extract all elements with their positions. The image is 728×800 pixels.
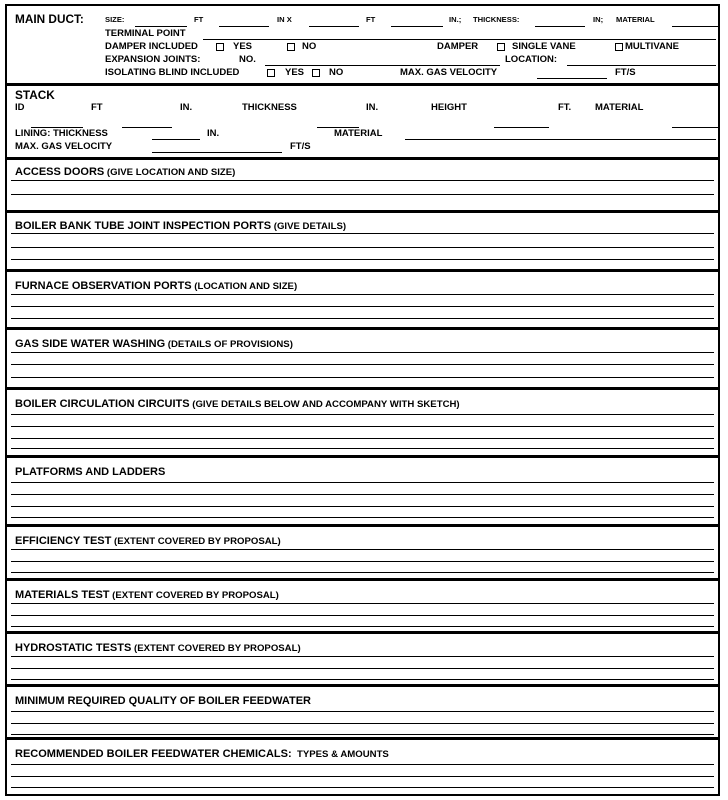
thickness-field[interactable] [535,26,585,27]
blind-no-label: NO [329,67,344,78]
blind-yes-checkbox[interactable] [267,69,275,77]
answer-line[interactable] [11,517,714,518]
answer-line[interactable] [11,723,714,724]
answer-line[interactable] [11,306,714,307]
answer-line[interactable] [11,448,714,449]
size-in-field[interactable] [219,26,269,27]
materials-test-section [7,581,718,634]
access-doors-title: ACCESS DOORS (GIVE LOCATION AND SIZE) [15,166,236,178]
materials-test-title: MATERIALS TEST (EXTENT COVERED BY PROPOSAL) [15,589,279,601]
stack-max-gas-velocity-unit: FT/S [290,141,311,152]
answer-line[interactable] [11,352,714,353]
damper-yes-label: YES [233,41,253,52]
stack-in2-label: IN. [366,102,379,113]
damper-no-label: NO [302,41,317,52]
lining-material-label: MATERIAL [334,128,383,139]
stack-material-field[interactable] [672,127,718,128]
damper-label: DAMPER [437,41,479,52]
max-gas-velocity-label: MAX. GAS VELOCITY [400,67,498,78]
in-label: IN.; [449,15,462,24]
answer-line[interactable] [11,194,714,195]
material-label: MATERIAL [616,15,655,24]
expansion-joints-field[interactable] [265,65,500,66]
terminal-point-field[interactable] [203,39,716,40]
answer-line[interactable] [11,711,714,712]
answer-line[interactable] [11,679,714,680]
answer-line[interactable] [11,233,714,234]
furnace-observation-title: FURNACE OBSERVATION PORTS (LOCATION AND SIZE) [15,280,298,292]
inspection-ports-title: BOILER BANK TUBE JOINT INSPECTION PORTS (GIVE DETAILS) [15,220,347,232]
platforms-ladders-section [7,458,718,527]
answer-line[interactable] [11,426,714,427]
thickness-in-label: IN; [593,15,604,24]
size-ft-field[interactable] [135,26,187,27]
water-washing-title: GAS SIDE WATER WASHING (DETAILS OF PROVISIONS) [15,338,293,350]
answer-line[interactable] [11,318,714,319]
stack-max-gas-velocity-field[interactable] [152,152,282,153]
lining-material-field[interactable] [405,139,716,140]
stack-ft-field[interactable] [122,127,172,128]
circulation-circuits-section [7,390,718,458]
damper-no-checkbox[interactable] [287,43,295,51]
efficiency-test-title: EFFICIENCY TEST (EXTENT COVERED BY PROPOSAL) [15,535,281,547]
location-label: LOCATION: [505,54,558,65]
main-duct-section [7,6,718,86]
circulation-circuits-title: BOILER CIRCULATION CIRCUITS (GIVE DETAILS BELOW AND ACCOMPANY WITH SKETCH) [15,398,460,410]
expansion-no-label: NO. [239,54,256,65]
inspection-ports-section [7,213,718,272]
terminal-point-label: TERMINAL POINT [105,28,186,39]
answer-line[interactable] [11,259,714,260]
answer-line[interactable] [11,364,714,365]
answer-line[interactable] [11,668,714,669]
expansion-joints-label: EXPANSION JOINTS: [105,54,201,65]
stack-ft2-label: FT. [558,102,572,113]
feedwater-chemicals-section [7,740,718,794]
location-field[interactable] [567,65,716,66]
stack-title: STACK [15,88,55,102]
stack-section [7,86,718,160]
boiler-specification-form [5,4,720,796]
answer-line[interactable] [11,787,714,788]
platforms-ladders-title: PLATFORMS AND LADDERS [15,466,166,478]
lining-in-label: IN. [207,128,220,139]
stack-material-label: MATERIAL [595,102,644,113]
hydrostatic-tests-title: HYDROSTATIC TESTS (EXTENT COVERED BY PROPOSAL) [15,642,301,654]
answer-line[interactable] [11,180,714,181]
multivane-checkbox[interactable] [615,43,623,51]
thickness-label: THICKNESS: [473,15,520,24]
in-x-label: IN X [277,15,292,24]
stack-height-field[interactable] [494,127,549,128]
stack-ft-label: FT [91,102,103,113]
stack-height-label: HEIGHT [431,102,467,113]
ft-label: FT [194,15,204,24]
blind-no-checkbox[interactable] [312,69,320,77]
stack-in-label: IN. [180,102,193,113]
access-doors-section [7,160,718,213]
single-vane-label: SINGLE VANE [512,41,576,52]
answer-line[interactable] [11,294,714,295]
hydrostatic-tests-section [7,634,718,687]
answer-line[interactable] [11,482,714,483]
material-field[interactable] [672,26,718,27]
damper-included-label: DAMPER INCLUDED [105,41,198,52]
answer-line[interactable] [11,572,714,573]
efficiency-test-section [7,527,718,581]
answer-line[interactable] [11,734,714,735]
answer-line[interactable] [11,626,714,627]
answer-line[interactable] [11,377,714,378]
max-gas-velocity-field[interactable] [537,78,607,79]
max-gas-velocity-unit: FT/S [615,67,636,78]
stack-thickness-label: THICKNESS [242,102,297,113]
feedwater-quality-title: MINIMUM REQUIRED QUALITY OF BOILER FEEDWATER [15,695,311,707]
lining-thickness-label: LINING: THICKNESS [15,128,108,139]
blind-yes-label: YES [285,67,305,78]
size-label: SIZE: [105,15,125,24]
feedwater-chemicals-title: RECOMMENDED BOILER FEEDWATER CHEMICALS: TYPES & AMOUNTS [15,748,389,760]
answer-line[interactable] [11,494,714,495]
size-ft2-field[interactable] [309,26,359,27]
single-vane-checkbox[interactable] [497,43,505,51]
answer-line[interactable] [11,603,714,604]
answer-line[interactable] [11,414,714,415]
stack-max-gas-velocity-label: MAX. GAS VELOCITY [15,141,113,152]
feedwater-quality-section [7,687,718,740]
answer-line[interactable] [11,438,714,439]
answer-line[interactable] [11,656,714,657]
answer-line[interactable] [11,561,714,562]
ft2-label: FT [366,15,376,24]
size-in2-field[interactable] [391,26,443,27]
furnace-observation-section [7,272,718,330]
answer-line[interactable] [11,506,714,507]
isolating-blind-label: ISOLATING BLIND INCLUDED [105,67,240,78]
answer-line[interactable] [11,764,714,765]
lining-thickness-field[interactable] [152,139,200,140]
answer-line[interactable] [11,247,714,248]
answer-line[interactable] [11,615,714,616]
main-duct-title: MAIN DUCT: [15,12,84,26]
damper-yes-checkbox[interactable] [216,43,224,51]
answer-line[interactable] [11,776,714,777]
answer-line[interactable] [11,549,714,550]
multivane-label: MULTIVANE [625,41,680,52]
stack-id-label: ID [15,102,25,113]
water-washing-section [7,330,718,390]
